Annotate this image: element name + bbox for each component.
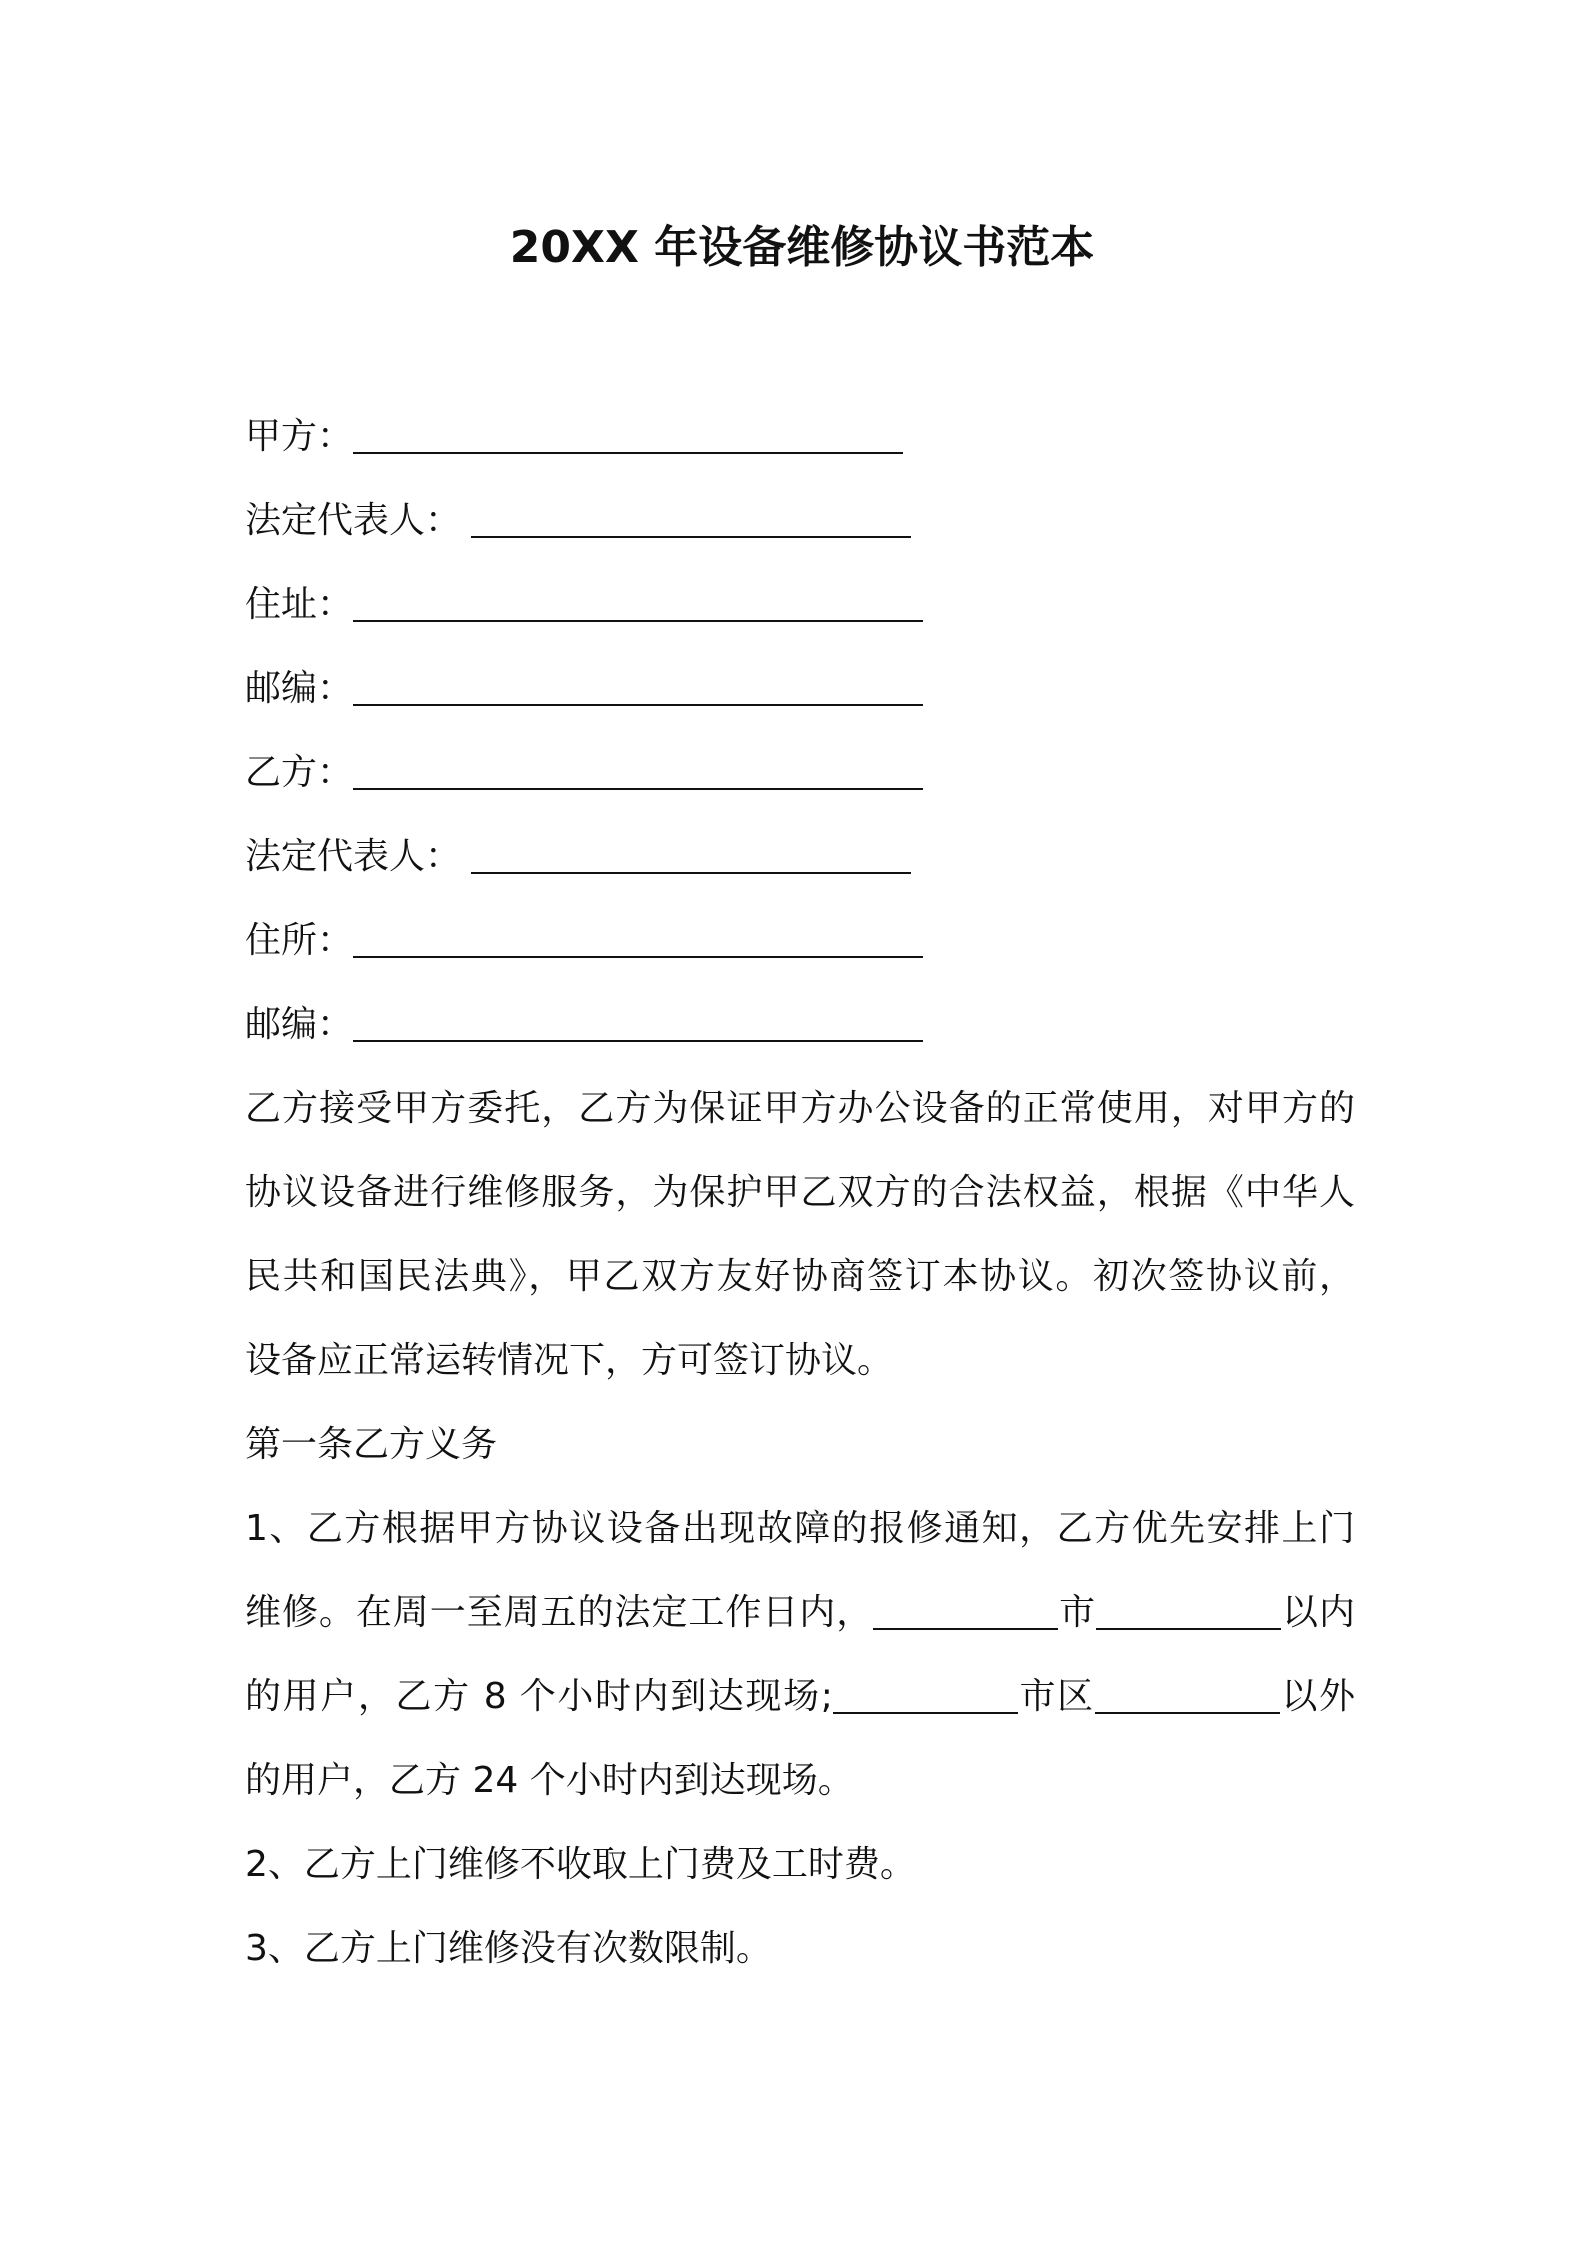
field-label: 邮编： bbox=[245, 1004, 354, 1045]
document-title: 20XX 年设备维修协议书范本 bbox=[509, 222, 1095, 273]
clause-text: 市 bbox=[1058, 1592, 1097, 1633]
document-body bbox=[245, 395, 1355, 1991]
preamble-line: 乙方接受甲方委托，乙方为保证甲方办公设备的正常使用，对甲方的 bbox=[245, 1088, 1355, 1129]
party-a-postcode-field bbox=[245, 647, 1355, 731]
blank-line bbox=[1095, 1712, 1280, 1714]
blank-line bbox=[471, 872, 911, 874]
clause-line: 的用户，乙方 24 个小时内到达现场。 bbox=[245, 1760, 854, 1801]
field-label: 法定代表人： bbox=[245, 500, 462, 541]
field-label: 邮编： bbox=[245, 668, 354, 709]
preamble-paragraph bbox=[245, 1067, 1355, 1403]
blank-line bbox=[833, 1712, 1018, 1714]
party-a-address-field bbox=[245, 563, 1355, 647]
field-label: 甲方： bbox=[245, 416, 354, 457]
party-a-name-field bbox=[245, 395, 1355, 479]
clause-text: 的用户，乙方 8 个小时内到达现场; bbox=[245, 1676, 833, 1717]
blank-line bbox=[1096, 1628, 1281, 1630]
party-b-section bbox=[245, 731, 1355, 1067]
party-b-address-field bbox=[245, 899, 1355, 983]
clause-text: 以外 bbox=[1279, 1676, 1355, 1717]
preamble-line: 设备应正常运转情况下，方可签订协议。 bbox=[245, 1340, 894, 1381]
blank-line bbox=[353, 956, 923, 958]
blank-line bbox=[353, 452, 903, 454]
blank-line bbox=[471, 536, 911, 538]
field-label: 乙方： bbox=[245, 752, 354, 793]
field-label: 法定代表人： bbox=[245, 836, 462, 877]
blank-line bbox=[353, 620, 923, 622]
clause-line bbox=[245, 1655, 1355, 1739]
party-a-representative-field bbox=[245, 479, 1355, 563]
blank-line bbox=[873, 1628, 1058, 1630]
blank-line bbox=[353, 1040, 923, 1042]
clause-1 bbox=[245, 1487, 1355, 1823]
preamble-line: 协议设备进行维修服务，为保护甲乙双方的合法权益，根据《中华人 bbox=[245, 1172, 1355, 1213]
party-b-postcode-field bbox=[245, 983, 1355, 1067]
blank-line bbox=[353, 704, 923, 706]
blank-line bbox=[353, 788, 923, 790]
field-label: 住所： bbox=[245, 920, 354, 961]
section-heading: 第一条乙方义务 bbox=[245, 1424, 498, 1465]
field-label: 住址： bbox=[245, 584, 354, 625]
clause-line: 1、乙方根据甲方协议设备出现故障的报修通知，乙方优先安排上门 bbox=[245, 1508, 1355, 1549]
clause-text: 维修。在周一至周五的法定工作日内， bbox=[245, 1592, 874, 1633]
clause-text: 以内 bbox=[1281, 1592, 1355, 1633]
party-b-name-field bbox=[245, 731, 1355, 815]
clause-3: 3、乙方上门维修没有次数限制。 bbox=[245, 1928, 772, 1969]
clause-line bbox=[245, 1571, 1355, 1655]
clause-text: 市区 bbox=[1017, 1676, 1095, 1717]
party-b-representative-field bbox=[245, 815, 1355, 899]
preamble-line: 民共和国民法典》，甲乙双方友好协商签订本协议。初次签协议前， bbox=[245, 1256, 1355, 1297]
party-a-section bbox=[245, 395, 1355, 731]
clause-2: 2、乙方上门维修不收取上门费及工时费。 bbox=[245, 1844, 916, 1885]
